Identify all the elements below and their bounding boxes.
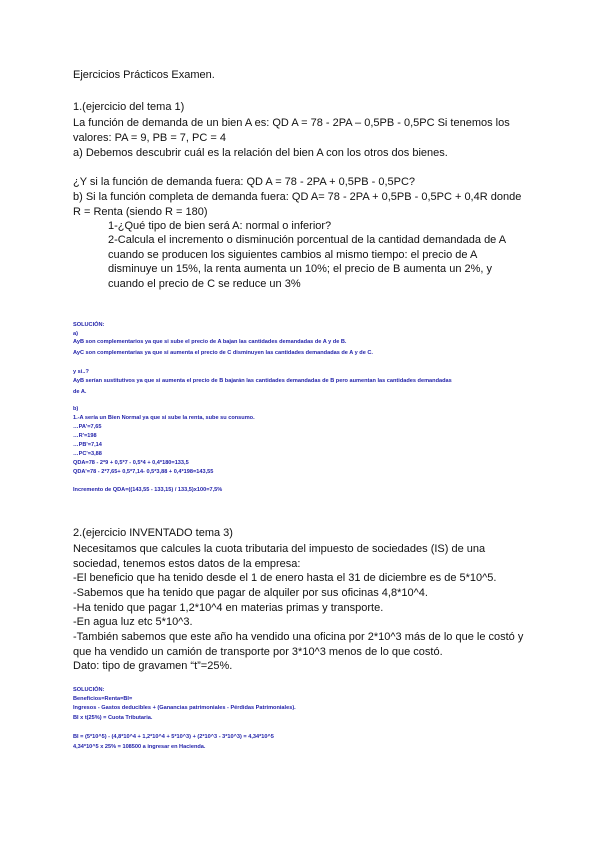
solution-2-line: BI = (5*10^5) - (4,8*10^4 + 1,2*10^4 + 5*10^3) + (2*10^3 - 3*10^3) = 4,34*10^5 [73,734,274,740]
solution-1-line: a) [73,331,78,337]
exercise-1-text-line: La función de demanda de un bien A es: QD A = 78 - 2PA – 0,5PB - 0,5PC Si tenemos los [73,117,510,129]
exercise-2-text-line: -En agua luz etc 5*10^3. [73,616,193,628]
solution-1-line: …PA'=7,65 [73,424,102,430]
solution-2-line: Ingresos - Gastos deducibles + (Ganancias patrimoniales - Pérdidas Patrimoniales). [73,705,296,711]
exercise-2-text-line: -También sabemos que este año ha vendido una oficina por 2*10^3 más de lo que le costó y [73,631,524,643]
solution-2-line: SOLUCIÓN: [73,687,105,693]
solution-2-line: BI x t(25%) = Cuota Tributaria. [73,715,153,721]
solution-1-line: b) [73,406,79,412]
exercise-2-text-line: Dato: tipo de gravamen “t”=25%. [73,660,233,672]
solution-1-line: 1.-A sería un Bien Normal ya que si sube la renta, sube su consumo. [73,415,255,421]
exercise-2-text-line: -Sabemos que ha tenido que pagar de alquiler por sus oficinas 4,8*10^4. [73,587,428,599]
exercise-1-subquestion: cuando el precio de C se reduce un 3% [108,278,301,290]
exercise-1-text-line: ¿Y si la función de demanda fuera: QD A = 78 - 2PA + 0,5PB - 0,5PC? [73,176,416,188]
solution-1-line: QDA=78 - 2*9 + 0,5*7 - 0,5*4 + 0,4*180=133,5 [73,460,189,466]
solution-1-line: …R'=198 [73,433,97,439]
exercise-1-text-line: a) Debemos descubrir cuál es la relación del bien A con los otros dos bienes. [73,147,448,159]
solution-1-line: y si..? [73,369,89,375]
document-title: Ejercicios Prácticos Examen. [73,69,215,81]
exercise-1-text-line: valores: PA = 9, PB = 7, PC = 4 [73,132,226,144]
exercise-1-subquestion: cuando se producen los siguientes cambios al mismo tiempo: el precio de A [108,249,478,261]
exercise-1-subquestion: disminuye un 15%, la renta aumenta un 10%; el precio de B aumenta un 2%, y [108,263,493,275]
solution-1-line: QDA'=78 - 2*7,65+ 0,5*7,14- 0,5*3,88 + 0,4*198=143,55 [73,469,214,475]
exercise-2-text-line: -Ha tenido que pagar 1,2*10^4 en materias primas y transporte. [73,602,384,614]
exercise-2-text-line: Necesitamos que calcules la cuota tributaria del impuesto de sociedades (IS) de una [73,543,486,555]
solution-1-line: AyB serían sustitutivos ya que si aumenta el precio de B bajarán las cantidades demandadas de B pero aumentan las cantidades demandadas [73,378,452,384]
solution-1-line: de A. [73,389,87,395]
exercise-1-text-line: b) Si la función completa de demanda fuera: QD A= 78 - 2PA + 0,5PB - 0,5PC + 0,4R donde [73,191,522,203]
solution-1-line: AyC son complementarias ya que si aumenta el precio de C disminuyen las cantidades demandadas de A y de C. [73,350,373,356]
exercise-1-text-line: R = Renta (siendo R = 180) [73,206,208,218]
solution-1-line: AyB son complementarios ya que si sube el precio de A bajan las cantidades demandadas de A y de B. [73,339,347,345]
solution-1-line: SOLUCIÓN: [73,322,105,328]
solution-1-line: …PB'=7,14 [73,442,102,448]
exercise-2-text-line: que ha vendido un camión de transporte por 3*10^3 menos de lo que costó. [73,646,443,658]
exercise-1-subquestion: 2-Calcula el incremento o disminución porcentual de la cantidad demandada de A [108,234,507,246]
exercise-1-subquestion: 1-¿Qué tipo de bien será A: normal o inferior? [108,220,332,232]
solution-2-line: 4,34*10^5 x 25% = 108500 a ingresar en Hacienda. [73,744,206,750]
exercise-1-heading: 1.(ejercicio del tema 1) [73,101,185,113]
exercise-2-text-line: sociedad, tenemos estos datos de la empresa: [73,558,301,570]
solution-1-line: Incremento de QDA=((143,55 - 133,15) / 133,5)x100=7,5% [73,487,223,493]
solution-1-line: …PC'=3,88 [73,451,102,457]
exercise-2-text-line: -El beneficio que ha tenido desde el 1 de enero hasta el 31 de diciembre es de 5*10^5. [73,572,497,584]
solution-2-line: Beneficios=Renta=BI= [73,696,133,702]
exercise-2-heading: 2.(ejercicio INVENTADO tema 3) [73,527,233,539]
